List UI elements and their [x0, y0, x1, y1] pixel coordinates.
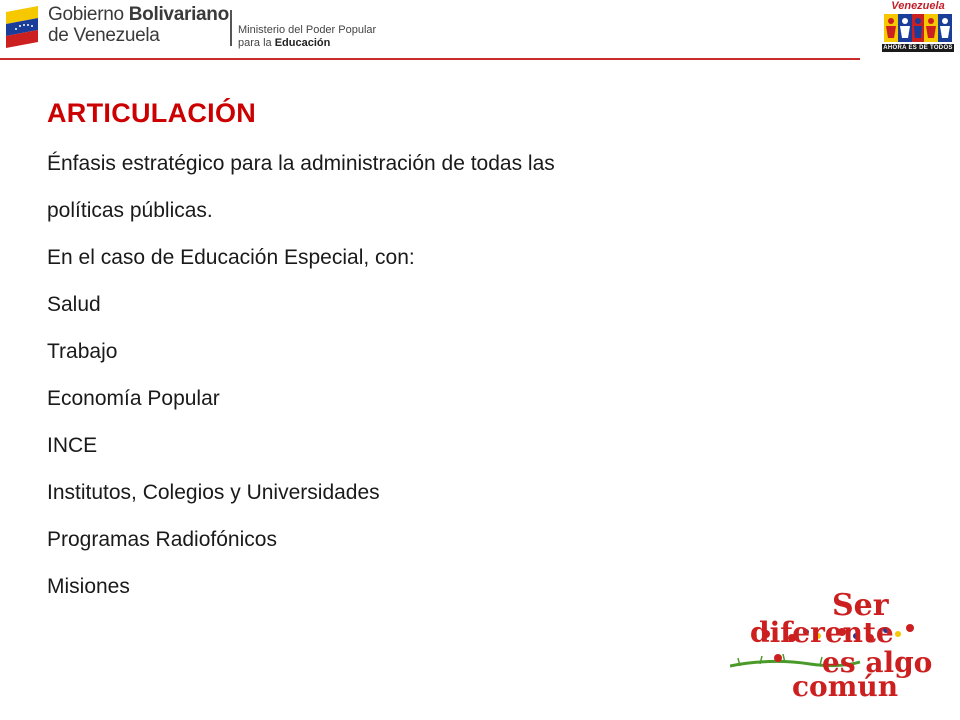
body-line: En el caso de Educación Especial, con: [47, 246, 415, 269]
venezuela-logo-slogan: AHORA ES DE TODOS [883, 45, 953, 51]
list-item: Programas Radiofónicos [47, 528, 277, 551]
ministry-name-prefix: para la [238, 37, 275, 49]
header [0, 0, 960, 60]
logo-word-comun: común [792, 670, 899, 703]
list-item: INCE [47, 434, 98, 457]
logo-word-ser: Ser [832, 588, 889, 623]
list-item: Salud [47, 293, 101, 316]
government-name-line2: de Venezuela [48, 25, 160, 46]
header-rule [0, 58, 860, 60]
government-name-prefix: Gobierno [48, 4, 129, 25]
logo-word-diferente: diferente [750, 616, 894, 649]
people-icon [882, 12, 954, 44]
list-item: Economía Popular [47, 387, 220, 410]
slide-body [47, 148, 767, 618]
ser-diferente-logo [730, 588, 933, 703]
slide-title: ARTICULACIÓN [47, 98, 257, 128]
logo-word-es-algo: es algo [822, 646, 933, 679]
header-separator [230, 10, 232, 46]
venezuela-flag-icon [4, 4, 44, 50]
body-line: Énfasis estratégico para la administración de todas las [47, 152, 555, 175]
list-item: Misiones [47, 575, 130, 598]
venezuela-logo-title: Venezuela [891, 0, 945, 12]
body-line: políticas públicas. [47, 199, 213, 222]
government-name-bold: Bolivariano [128, 4, 229, 25]
venezuela-ahora-logo [878, 0, 958, 56]
ministry-name-line2 [238, 37, 330, 49]
ministry-name-line1: Ministerio del Poder Popular [238, 24, 377, 36]
ministry-name-bold: Educación [274, 37, 331, 49]
list-item: Trabajo [47, 340, 118, 363]
list-item: Institutos, Colegios y Universidades [47, 481, 380, 504]
government-name-line1 [48, 4, 229, 26]
